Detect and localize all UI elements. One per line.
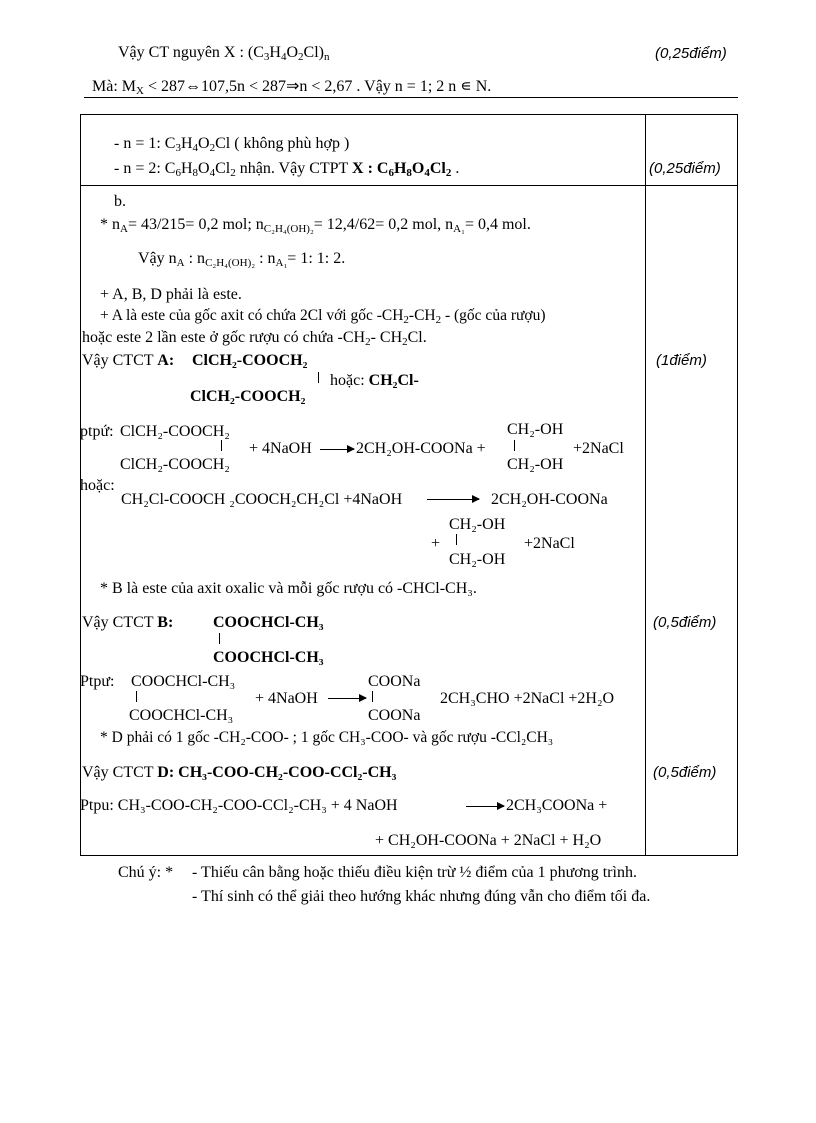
- eq-b-bond: [136, 691, 137, 702]
- ctct-b-bottom: COOCHCl-CH₃: [213, 649, 324, 666]
- eq-d-line1-end: 2CH₃COONa +: [506, 797, 608, 814]
- part-b-a-desc-1: + A là este của gốc axit có chứa 2Cl với gốc $-CH_2-CH_2$ - (gốc của rượu): [100, 307, 546, 326]
- eq-a2-glycol-bond: [456, 534, 457, 545]
- eq-a2-plus: +: [431, 535, 441, 552]
- ctct-d: Vậy CTCT D: CH₃-COO-CH₂-COO-CCl₂-CH₃: [82, 764, 397, 781]
- ctct-a-alt: hoặc: CH₂Cl-: [330, 372, 419, 389]
- eq-d-line2: + CH₂OH-COONa + 2NaCl + H₂O: [375, 832, 602, 849]
- eq-a2-right: 2CH₂OH-COONa: [491, 491, 608, 508]
- eq-b-label: Ptpư:: [80, 673, 115, 690]
- eq-a-glycol-top: CH₂-OH: [507, 421, 564, 438]
- part-b-ratio: Vậy $n_A$ : $n_{C_2H_4(OH)_2}$ : $n_{A_1}= 1$: 1: 2.: [138, 250, 346, 269]
- eq-d-line1: Ptpu: CH₃-COO-CH₂-COO-CCl₂-CH₃ + 4 NaOH: [80, 797, 398, 814]
- score-part-a: (0,25điểm): [649, 160, 721, 177]
- table-column-divider: [645, 114, 646, 856]
- eq-a-bottom: ClCH₂-COOCH₂: [120, 456, 230, 473]
- eq-a-glycol-bond: [514, 440, 515, 451]
- eq-b-bottom: COOCHCl-CH₃: [129, 707, 234, 724]
- table-row-divider: [80, 185, 738, 186]
- header-line-condition: Mà: $M_X$ < 287⇔107,5n < 287⇒n < 2,67 . Vậy n = 1; 2 n ∊ N.: [92, 78, 492, 97]
- eq-a-end: +2NaCl: [573, 440, 624, 457]
- eq-a2-end: +2NaCl: [524, 535, 575, 552]
- eq-a-product: 2CH₂OH-COONa +: [356, 440, 486, 457]
- eq-a2-label: hoặc:: [80, 477, 115, 494]
- score-a: (1điểm): [656, 352, 707, 369]
- part-b-b-desc: * B là este của axit oxalic và mỗi gốc rượu có -CHCl-CH₃.: [100, 580, 477, 597]
- note-1: - Thiếu cân bằng hoặc thiếu điều kiện trừ ½ điểm của 1 phương trình.: [192, 864, 637, 881]
- table-bottom-border: [80, 855, 738, 856]
- score-header: (0,25điểm): [655, 45, 727, 62]
- ctct-a-top: ClCH₂-COOCH₂: [192, 352, 308, 369]
- eq-a2-glycol-top: CH₂-OH: [449, 516, 506, 533]
- eq-d-arrow: [466, 806, 504, 807]
- table-right-border: [737, 114, 738, 856]
- part-b-moles: * $n_A= 43/215= 0,2$ mol; $n_{C_2H_4(OH)_2}= 12,4/62= 0,2$ mol, $n_{A_1}= 0,4$ mol.: [100, 216, 531, 235]
- part-b-ester-statement: + A, B, D phải là este.: [100, 286, 242, 303]
- part-a-n2: - n = 2: $C_6H_8O_4Cl_2$ nhận. Vậy CTPT X : $C_6H_8O_4Cl_2$ .: [114, 160, 460, 179]
- eq-a-bond: [221, 440, 222, 451]
- header-line-formula: Vậy CT nguyên X : $(C_3H_4O_2Cl)_n$: [118, 44, 330, 63]
- part-b-a-desc-2: hoặc este 2 lần este ở gốc rượu có chứa $-CH_2-$ $CH_2Cl$.: [82, 329, 427, 348]
- eq-a2-left: CH₂Cl-COOCH ₂COOCH₂CH₂Cl +4NaOH: [121, 491, 403, 508]
- score-d: (0,5điểm): [653, 764, 717, 781]
- eq-b-prod-bottom: COONa: [368, 707, 421, 724]
- ctct-a-label: Vậy CTCT A:: [82, 352, 175, 369]
- eq-b-prod-bond: [372, 691, 373, 702]
- eq-a-reagent: + 4NaOH: [249, 440, 312, 457]
- table-top-border: [80, 114, 738, 115]
- eq-b-end: 2CH₃CHO +2NaCl +2H₂O: [440, 690, 615, 707]
- part-b-label: b.: [114, 193, 126, 210]
- part-b-d-desc: * D phải có 1 gốc -CH₂-COO- ; 1 gốc CH₃-COO- và gốc rượu -CCl₂CH₃: [100, 729, 554, 746]
- eq-a-label: ptpứ:: [80, 423, 114, 440]
- eq-b-arrow: [328, 698, 366, 699]
- eq-b-top: COOCHCl-CH₃: [131, 673, 236, 690]
- score-b: (0,5điểm): [653, 614, 717, 631]
- ctct-b-bond: [219, 633, 220, 644]
- header-underline: [84, 97, 738, 98]
- eq-a2-arrow: [427, 499, 479, 500]
- notes-label: Chú ý: *: [118, 864, 174, 881]
- part-a-n1: - n = 1: $C_3H_4O_2Cl$ ( không phù hợp ): [114, 135, 350, 154]
- eq-b-prod-top: COONa: [368, 673, 421, 690]
- ctct-b-top: COOCHCl-CH₃: [213, 614, 324, 631]
- ctct-a-bond: [318, 372, 319, 383]
- eq-a-arrow: [320, 449, 354, 450]
- eq-a-glycol-bottom: CH₂-OH: [507, 456, 564, 473]
- ctct-b-label: Vậy CTCT B:: [82, 614, 174, 631]
- eq-a-top: ClCH₂-COOCH₂: [120, 423, 230, 440]
- note-2: - Thí sinh có thể giải theo hướng khác nhưng đúng vẫn cho điểm tối đa.: [192, 888, 651, 905]
- ctct-a-bottom: ClCH₂-COOCH₂: [190, 388, 306, 405]
- eq-a2-glycol-bottom: CH₂-OH: [449, 551, 506, 568]
- eq-b-reagent: + 4NaOH: [255, 690, 318, 707]
